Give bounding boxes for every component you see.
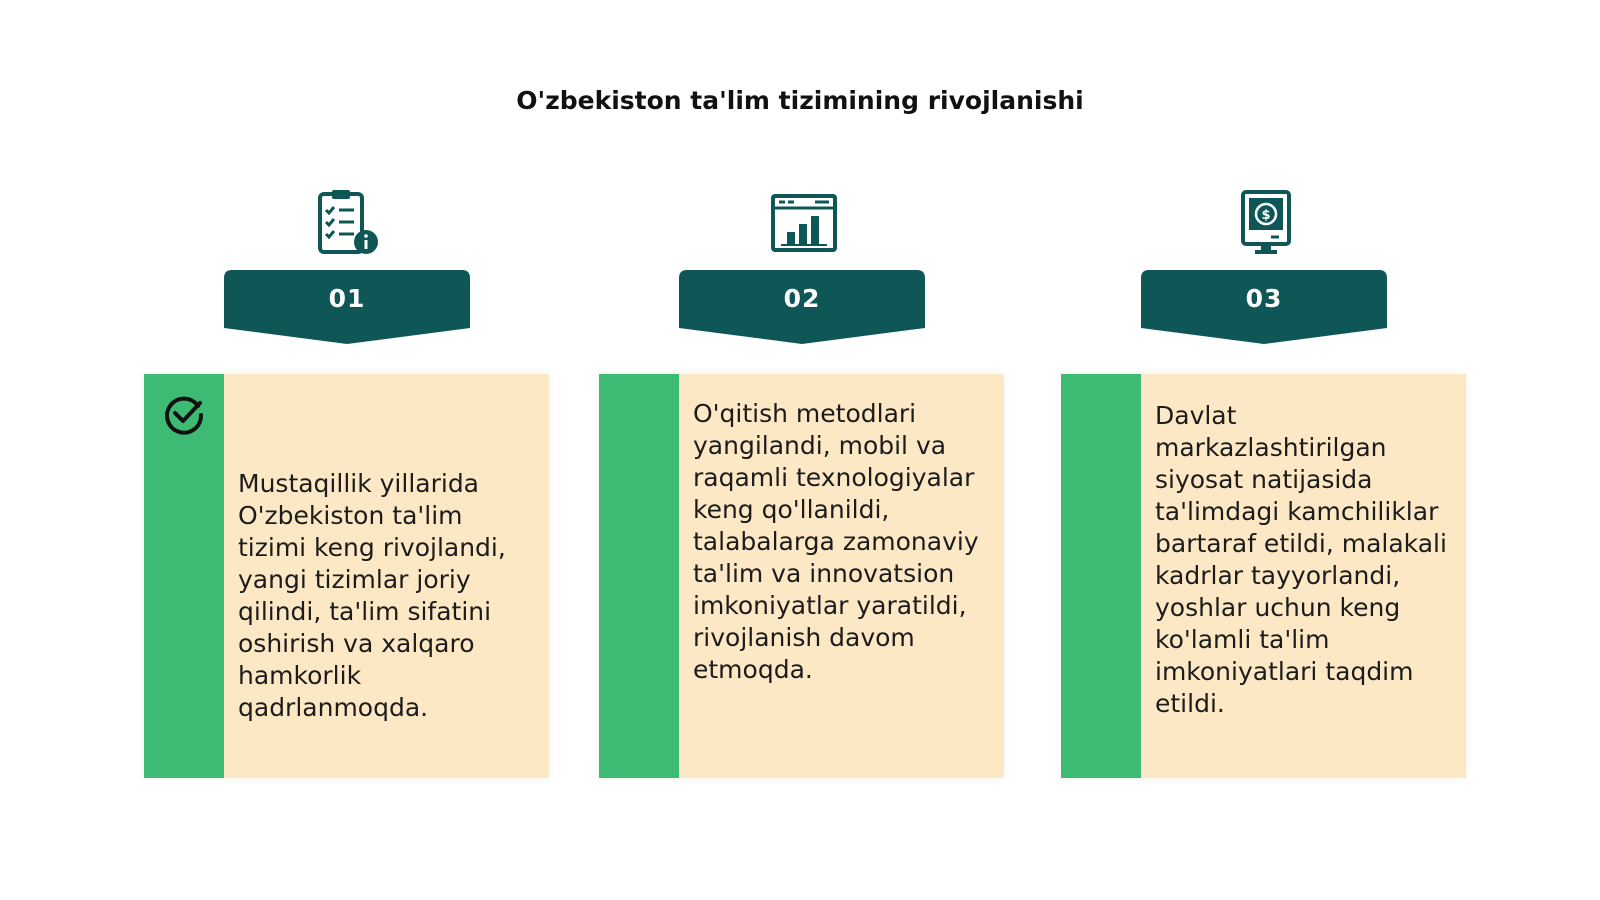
svg-text:$: $: [1261, 208, 1271, 223]
step-badge-02: [679, 270, 925, 346]
card-accent-strip: [144, 374, 224, 778]
check-circle-icon: [162, 392, 206, 436]
step-column-1: [144, 0, 554, 900]
step-description: Davlat markazlashtirilgan siyosat natijasida ta'limdagi kamchiliklar bartaraf etildi, malakali kadrlar tayyorlandi, yoshlar uchun keng ko'lamli ta'lim imkoniyatlari taqdim etildi.: [1155, 401, 1447, 718]
step-number: 01: [328, 284, 366, 313]
card-body: [224, 374, 549, 778]
card-accent-strip: [599, 374, 679, 778]
page-title: O'zbekiston ta'lim tizimining rivojlanishi: [516, 86, 1084, 115]
step-description: Mustaqillik yillarida O'zbekiston ta'lim tizimi keng rivojlandi, yangi tizimlar joriy qilindi, ta'lim sifatini oshirish va xalqaro hamkorlik qadrlanmoqda.: [238, 469, 506, 722]
step-card-2: [599, 374, 1004, 778]
step-badge-01: [224, 270, 470, 346]
money-monitor-icon: [1226, 188, 1306, 258]
card-body: [679, 374, 1004, 778]
card-body: [1141, 374, 1466, 778]
step-column-3: [1061, 0, 1471, 900]
step-card-1: [144, 374, 549, 778]
step-number: 03: [1245, 284, 1283, 313]
clipboard-checklist-info-icon: [309, 188, 389, 258]
step-card-3: [1061, 374, 1466, 778]
card-accent-strip: [1061, 374, 1141, 778]
step-description: O'qitish metodlari yangilandi, mobil va raqamli texnologiyalar keng qo'llanildi, talabalarga zamonaviy ta'lim va innovatsion imkoniyatlar yaratildi, rivojlanish davom etmoqda.: [693, 399, 979, 684]
bar-chart-window-icon: [764, 188, 844, 258]
step-number: 02: [783, 284, 821, 313]
step-badge-03: [1141, 270, 1387, 346]
step-column-2: [599, 0, 1009, 900]
